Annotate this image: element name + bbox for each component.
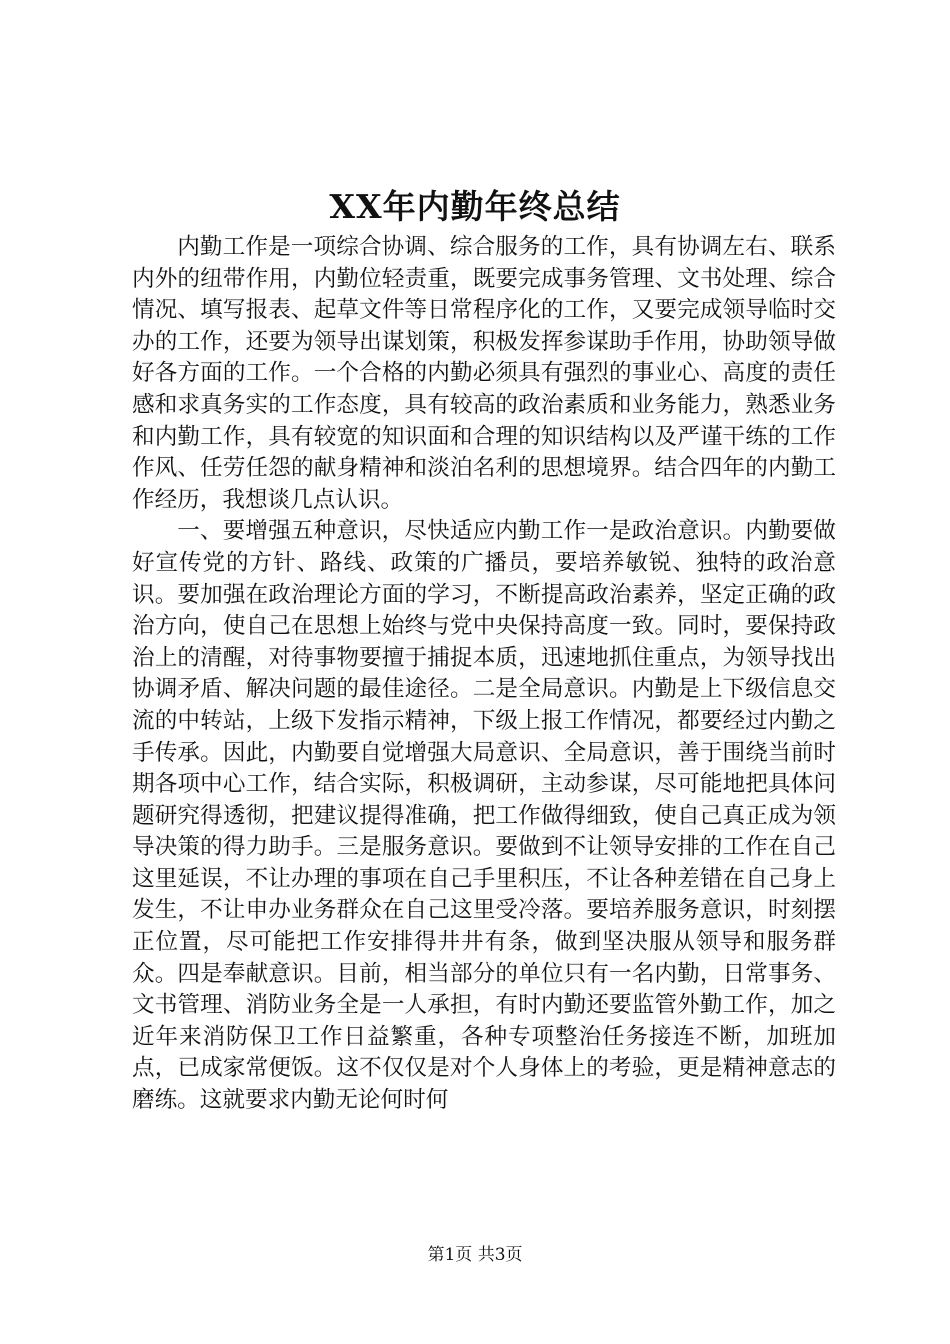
document-title: XX年内勤年终总结 — [329, 187, 621, 226]
document-body — [132, 232, 836, 1117]
body-paragraph-2: 一、要增强五种意识，尽快适应内勤工作一是政治意识。内勤要做好宣传党的方针、路线、政策的广播员，要培养敏锐、独特的政治意识。要加强在政治理论方面的学习，不断提高政治素养，坚定正确的政治方向，使自己在思想上始终与党中央保持高度一致。同时，要保持政治上的清醒，对待事物要擅于捕捉本质，迅速地抓住重点，为领导找出协调矛盾、解决问题的最佳途径。二是全局意识。内勤是上下级信息交流的中转站，上级下发指示精神，下级上报工作情况，都要经过内勤之手传承。因此，内勤要自觉增强大局意识、全局意识，善于围绕当前时期各项中心工作，结合实际，积极调研，主动参谋，尽可能地把具体问题研究得透彻，把建议提得准确，把工作做得细致，使自己真正成为领导决策的得力助手。三是服务意识。要做到不让领导安排的工作在自己这里延误，不让办理的事项在自己手里积压，不让各种差错在自己身上发生，不让申办业务群众在自己这里受冷落。要培养服务意识，时刻摆正位置，尽可能把工作安排得井井有条，做到坚决服从领导和服务群众。四是奉献意识。目前，相当部分的单位只有一名内勤，日常事务、文书管理、消防业务全是一人承担，有时内勤还要监管外勤工作，加之近年来消防保卫工作日益繁重，各种专项整治任务接连不断，加班加点，已成家常便饭。这不仅仅是对个人身体上的考验，更是精神意志的磨练。这就要求内勤无论何时何 — [132, 518, 836, 1114]
page-number-footer: 第1页 共3页 — [427, 1245, 523, 1265]
body-paragraph-1: 内勤工作是一项综合协调、综合服务的工作，具有协调左右、联系内外的纽带作用，内勤位轻责重，既要完成事务管理、文书处理、综合情况、填写报表、起草文件等日常程序化的工作，又要完成领导临时交办的工作，还要为领导出谋划策，积极发挥参谋助手作用，协助领导做好各方面的工作。一个合格的内勤必须具有强烈的事业心、高度的责任感和求真务实的工作态度，具有较高的政治素质和业务能力，熟悉业务和内勤工作，具有较宽的知识面和合理的知识结构以及严谨干练的工作作风、任劳任怨的献身精神和淡泊名利的思想境界。结合四年的内勤工作经历，我想谈几点认识。 — [132, 234, 836, 513]
